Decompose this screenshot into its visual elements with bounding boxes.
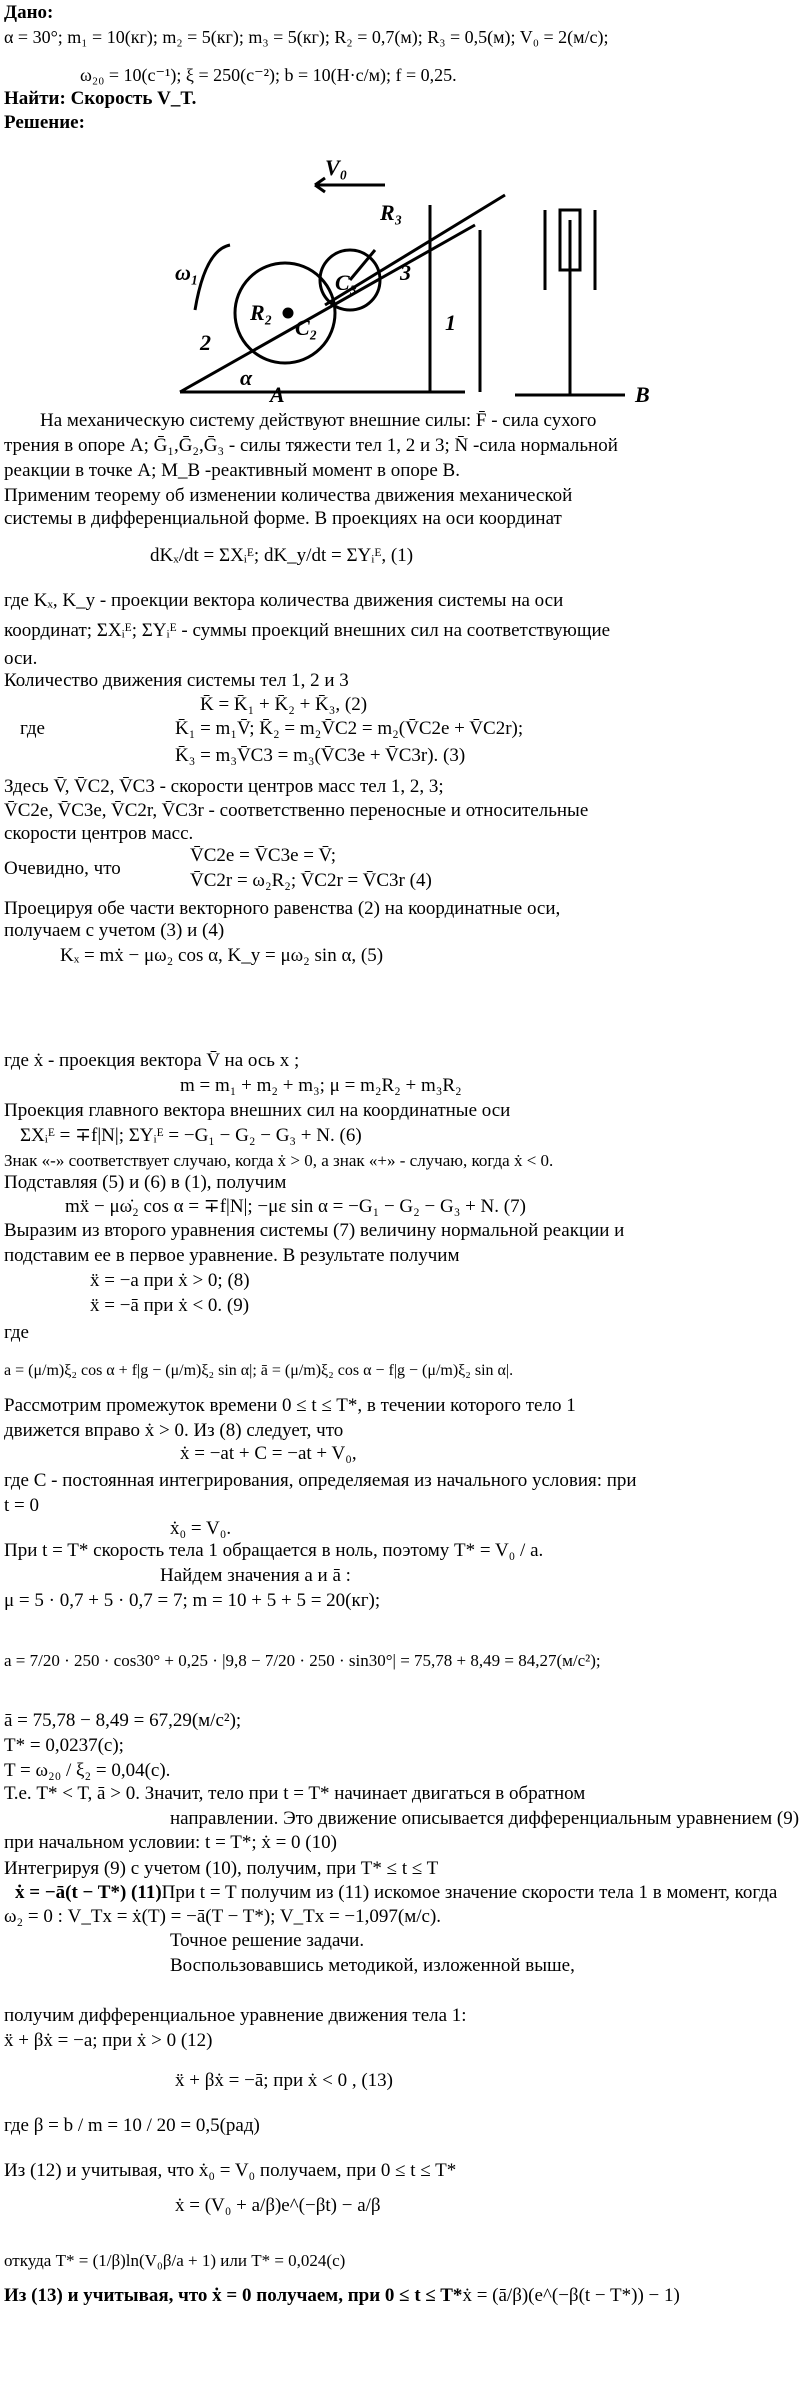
formula-line: V̄C2r = ω₂R₂; V̄C2r = V̄C3r (4) [190, 870, 432, 891]
formula-line: a = 7/20 · 250 · cos30° + 0,25 · |9,8 − 7/20 · 250 · sin30°| = 75,78 + 8,49 = 84,27(м/с²); [4, 1651, 601, 1670]
label-a: A [270, 382, 285, 407]
formula-line: ΣXᵢᴱ = ∓f|N|; ΣYᵢᴱ = −G₁ − G₂ − G₃ + N. (6) [20, 1125, 362, 1146]
formula-line: направлении. Это движение описывается дифференциальным уравнением (9) [170, 1808, 799, 1829]
answer-label: Из (13) и учитывая, что ẋ = 0 получаем, при 0 ≤ t ≤ T* [4, 2285, 463, 2306]
text-line: Проецируя обе части векторного равенства (2) на координатные оси, [4, 898, 561, 919]
label-c2: C₂ [295, 315, 318, 340]
formula-line: Воспользовавшись методикой, изложенной выше, [170, 1955, 575, 1976]
formula-line: ẋ = −at + C = −at + V₀, [180, 1443, 357, 1464]
given-label: Дано: [4, 2, 54, 23]
text-line: Интегрируя (9) с учетом (10), получим, при T* ≤ t ≤ T [4, 1858, 439, 1879]
formula-line: Найдем значения a и ā : [160, 1565, 351, 1586]
text-line: Применим теорему об изменении количества движения механической [4, 485, 573, 506]
text-line: получаем с учетом (3) и (4) [4, 920, 225, 941]
text-line: получим дифференциальное уравнение движения тела 1: [4, 2005, 467, 2026]
find-line: Найти: Скорость V_T. [4, 88, 197, 109]
label-c3: C₃ [335, 270, 358, 295]
exact-solution-text: При t = T получим из (11) искомое значение скорости тела 1 в момент, когда [161, 1882, 778, 1903]
label-2: 2 [200, 330, 211, 355]
formula-line: mẍ − μω̇₂ cos α = ∓f|N|; −με sin α = −G₁ − G₂ − G₃ + N. (7) [65, 1196, 526, 1217]
label-1: 1 [445, 310, 456, 335]
answer-text: ẋ = (ā/β)(e^(−β(t − T*)) − 1) [462, 2285, 680, 2306]
formula-line: Точное решение задачи. [170, 1930, 365, 1951]
label-r2: R₂ [250, 300, 273, 325]
text-line: Знак «-» соответствует случаю, когда ẋ > 0, а знак «+» - случаю, когда ẋ < 0. [4, 1151, 554, 1170]
text-line: где ẋ - проекция вектора V̄ на ось x ; [4, 1050, 300, 1071]
text-line: где [20, 718, 45, 739]
text-line: Здесь V̄, V̄C2, V̄C3 - скорости центров масс тел 1, 2, 3; [4, 776, 444, 797]
given-values-line2: ω₂₀ = 10(с⁻¹); ξ = 250(с⁻²); b = 10(Н·с/м); f = 0,25. [80, 65, 457, 85]
text-line: V̄C2e, V̄C3e, V̄C2r, V̄C3r - соответственно переносные и относительные [4, 800, 589, 821]
formula-line: ẍ + βẋ = −ā; при ẋ < 0 , (13) [175, 2070, 393, 2091]
label-b: B [635, 382, 650, 407]
formula-line: K̄₁ = m₁V̄; K̄₂ = m₂V̄C2 = m₂(V̄C2e + V̄C2r); [175, 718, 524, 739]
text-line: Выразим из второго уравнения системы (7) величину нормальной реакции и [4, 1220, 625, 1241]
text-line: При t = T* скорость тела 1 обращается в ноль, поэтому T* = V₀ / a. [4, 1540, 544, 1561]
text-line: Рассмотрим промежуток времени 0 ≤ t ≤ T*, в течении которого тело 1 [4, 1395, 576, 1416]
text-line: системы в дифференциальной форме. В проекциях на оси координат [4, 508, 562, 529]
formula-line: a = (μ/m)ξ₂ cos α + f|g − (μ/m)ξ₂ sin α|; ā = (μ/m)ξ₂ cos α − f|g − (μ/m)ξ₂ sin α|. [4, 1362, 514, 1379]
solution-label: Решение: [4, 112, 85, 133]
formula-line: K̄ = K̄₁ + K̄₂ + K̄₃, (2) [200, 694, 368, 715]
label-3: 3 [400, 260, 411, 285]
text-line: ā = 75,78 − 8,49 = 67,29(м/с²); [4, 1710, 242, 1731]
text-line: реакции в точке A; M_B -реактивный момент в опоре B. [4, 460, 460, 481]
text-line: при начальном условии: t = T*; ẋ = 0 (10) [4, 1832, 337, 1853]
text-line: Подставляя (5) и (6) в (1), получим [4, 1172, 287, 1193]
label-alpha: α [240, 365, 253, 390]
formula-line: V̄C2e = V̄C3e = V̄; [190, 845, 336, 866]
formula-line: K̄₃ = m₃V̄C3 = m₃(V̄C3e + V̄C3r). (3) [175, 745, 466, 766]
text-line: ẍ + βẋ = −a; при ẋ > 0 (12) [4, 2030, 213, 2051]
text-line: подставим ее в первое уравнение. В результате получим [4, 1245, 460, 1266]
text-line: координат; ΣXᵢᴱ; ΣYᵢᴱ - суммы проекций внешних сил на соответствующие [4, 620, 611, 641]
text-line: где Kₓ, K_y - проекции вектора количества движения системы на оси [4, 590, 564, 611]
label-r3: R₃ [380, 200, 403, 225]
text-line: движется вправо ẋ > 0. Из (8) следует, что [4, 1420, 344, 1441]
text-line: μ = 5 · 0,7 + 5 · 0,7 = 7; m = 10 + 5 + 5 = 20(кг); [4, 1590, 381, 1611]
text-line: t = 0 [4, 1495, 39, 1516]
text-line: ω₂ = 0 : V_Tx = ẋ(T) = −ā(T − T*); V_Tx = −1,097(м/с). [4, 1906, 442, 1927]
text-line: Проекция главного вектора внешних сил на координатные оси [4, 1100, 511, 1121]
text-line: Количество движения системы тел 1, 2 и 3 [4, 670, 349, 691]
text-line: скорости центров масс. [4, 823, 194, 844]
text-line: где [4, 1322, 29, 1343]
text-line: T = ω₂₀ / ξ₂ = 0,04(с). [4, 1760, 171, 1781]
given-values-line1: α = 30°; m₁ = 10(кг); m₂ = 5(кг); m₃ = 5(кг); R₂ = 0,7(м); R₃ = 0,5(м); V₀ = 2(м/с); [4, 27, 609, 47]
label-omega1: ω₁ [175, 260, 199, 285]
formula-line: ẋ₀ = V₀. [170, 1518, 232, 1539]
text-line: где β = b / m = 10 / 20 = 0,5(рад) [4, 2115, 260, 2136]
text-line: На механическую систему действуют внешние силы: F̄ - сила сухого [40, 410, 597, 431]
formula-line: ẍ = −ā при ẋ < 0. (9) [90, 1295, 250, 1316]
exact-solution-label: ẋ = −ā(t − T*) (11) [15, 1882, 162, 1903]
text-line: оси. [4, 648, 38, 669]
formula-line: ẍ = −a при ẋ > 0; (8) [90, 1270, 250, 1291]
answer-line [4, 2285, 680, 2307]
text-line: Очевидно, что [4, 858, 121, 879]
formula-line: Kₓ = mẋ − μω₂ cos α, K_y = μω₂ sin α, (5) [60, 945, 384, 966]
mechanism-diagram [175, 130, 655, 405]
text-line: трения в опоре A; Ḡ₁,Ḡ₂,Ḡ₃ - силы тяжести тел 1, 2 и 3; N̄ -сила нормальной [4, 435, 618, 456]
text-line: Т.е. T* < T, ā > 0. Значит, тело при t = T* начинает двигаться в обратном [4, 1783, 586, 1804]
text-line: Из (12) и учитывая, что ẋ₀ = V₀ получаем, при 0 ≤ t ≤ T* [4, 2160, 457, 2181]
formula-line: m = m₁ + m₂ + m₃; μ = m₂R₂ + m₃R₂ [180, 1075, 462, 1096]
text-line: T* = 0,0237(с); [4, 1735, 124, 1756]
label-v0: V₀ [325, 155, 348, 180]
text-line: где C - постоянная интегрирования, определяемая из начального условия: при [4, 1470, 637, 1491]
text-line [15, 1882, 777, 1904]
formula-line: dKₓ/dt = ΣXᵢᴱ; dK_y/dt = ΣYᵢᴱ, (1) [150, 545, 414, 566]
formula-line: ẋ = (V₀ + a/β)e^(−βt) − a/β [175, 2195, 381, 2216]
text-line: откуда T* = (1/β)ln(V₀β/a + 1) или T* = 0,024(с) [4, 2251, 346, 2270]
